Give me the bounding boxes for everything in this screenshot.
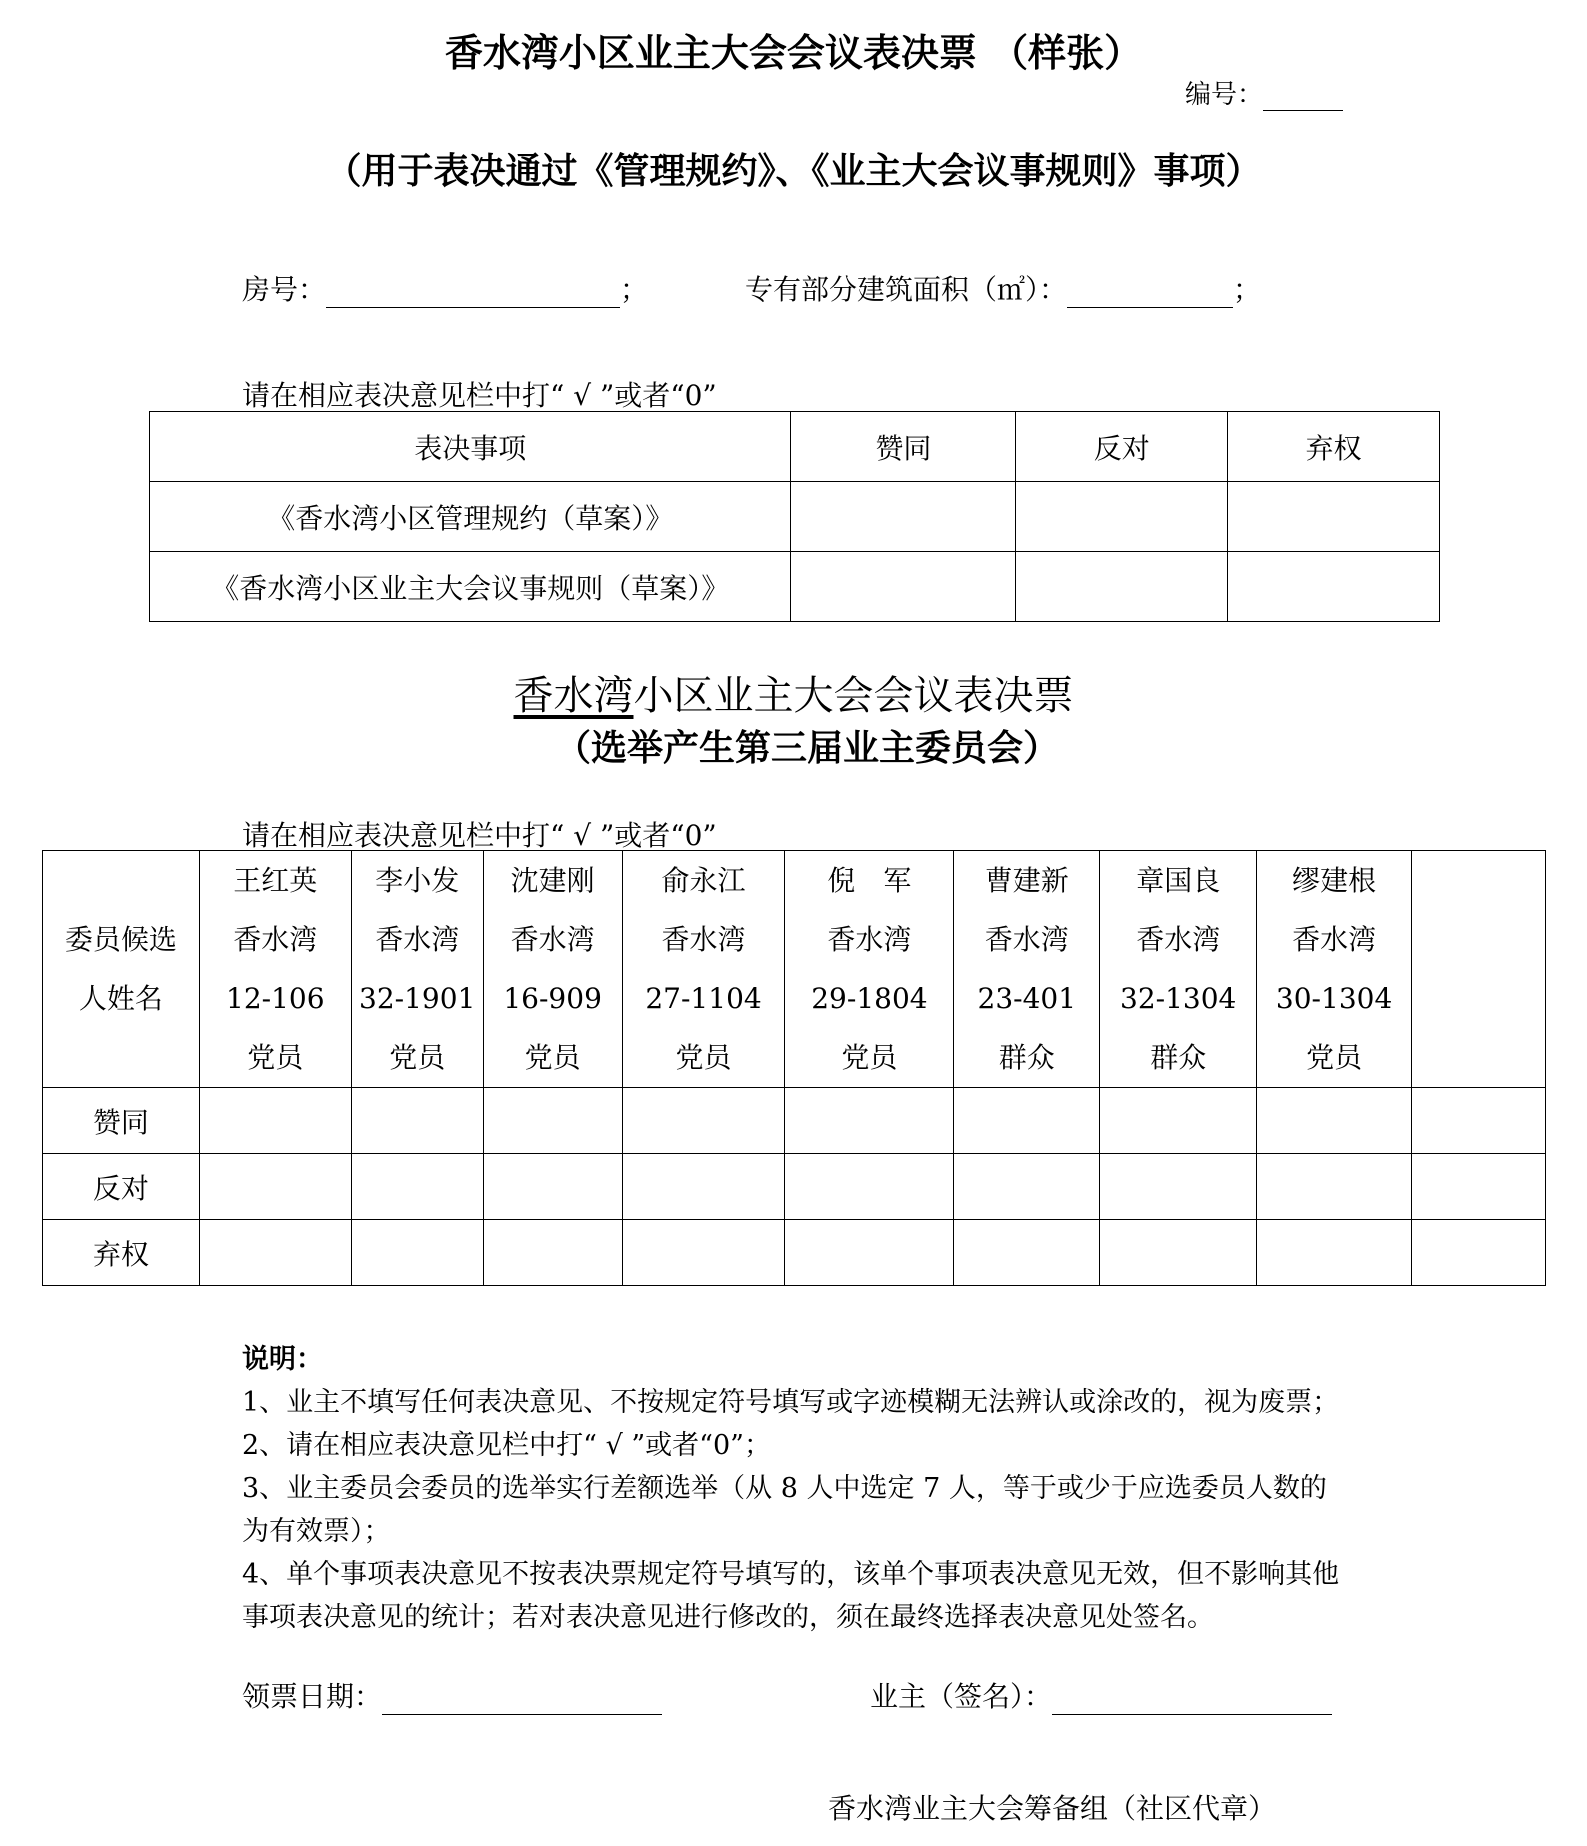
notes-section: [242, 1338, 1352, 1639]
owner-signature-label: 业主（签名）：: [870, 1680, 1053, 1713]
collection-date-blank[interactable]: [382, 1684, 662, 1715]
candidate-community: 香水湾: [375, 923, 460, 956]
row-header-line: 委员候选: [64, 923, 177, 956]
vote-row-abstain: [43, 1220, 1546, 1286]
owner-signature-field: [870, 1675, 1332, 1715]
candidate-cell: [1100, 851, 1257, 1088]
candidate-name: 沈建刚: [510, 864, 595, 897]
vote-cell[interactable]: [1412, 1220, 1546, 1286]
vote-cell[interactable]: [622, 1220, 785, 1286]
candidate-name: 倪 军: [827, 864, 912, 897]
election-title-community: 香水湾: [513, 673, 634, 719]
vote-cell[interactable]: [622, 1088, 785, 1154]
vote-cell-abstain[interactable]: [1228, 482, 1440, 552]
vote-cell[interactable]: [1100, 1088, 1257, 1154]
candidate-status: 党员: [675, 1041, 732, 1074]
serial-number-label: 编号：: [1185, 80, 1264, 110]
vote-row-label: 赞同: [43, 1088, 200, 1154]
collection-date-label: 领票日期：: [242, 1680, 383, 1713]
vote-cell[interactable]: [483, 1088, 622, 1154]
motion-name: 《香水湾小区业主大会议事规则（草案）》: [150, 552, 791, 622]
candidate-status: 党员: [841, 1041, 898, 1074]
instruction-text: 请在相应表决意见栏中打“ √ ”或者“0”: [242, 379, 717, 412]
vote-cell-approve[interactable]: [791, 552, 1016, 622]
vote-cell[interactable]: [483, 1220, 622, 1286]
candidate-cell: [351, 851, 483, 1088]
motion-name: 《香水湾小区管理规约（草案）》: [150, 482, 791, 552]
area-label: 专有部分建筑面积（㎡）：: [745, 273, 1068, 306]
table-row: [150, 482, 1440, 552]
notes-heading: 说明：: [242, 1344, 323, 1375]
table-header-row: [150, 412, 1440, 482]
note-item: 2、请在相应表决意见栏中打“ √ ”或者“0”；: [242, 1430, 771, 1461]
vote-row-label: 反对: [43, 1154, 200, 1220]
vote-cell[interactable]: [785, 1088, 954, 1154]
row-header-line: 人姓名: [78, 982, 163, 1015]
candidate-community: 香水湾: [233, 923, 318, 956]
serial-number-field: [1185, 74, 1343, 111]
election-subtitle: （选举产生第三届业主委员会）: [555, 727, 1060, 769]
room-number-field: [242, 268, 648, 308]
room-number-blank[interactable]: [326, 277, 620, 308]
vote-cell[interactable]: [1257, 1154, 1412, 1220]
candidate-cell: [1257, 851, 1412, 1088]
vote-cell[interactable]: [1100, 1154, 1257, 1220]
vote-row-label: 弃权: [43, 1220, 200, 1286]
election-instruction-text: 请在相应表决意见栏中打“ √ ”或者“0”: [242, 819, 717, 852]
vote-cell[interactable]: [785, 1220, 954, 1286]
candidate-row: [43, 851, 1546, 1088]
candidate-community: 香水湾: [661, 923, 746, 956]
room-number-label: 房号：: [242, 273, 327, 306]
candidate-cell: [199, 851, 351, 1088]
candidate-community: 香水湾: [1136, 923, 1221, 956]
candidate-community: 香水湾: [1292, 923, 1377, 956]
candidate-community: 香水湾: [827, 923, 912, 956]
candidate-status: 党员: [389, 1041, 446, 1074]
header-oppose: 反对: [1016, 412, 1228, 482]
vote-cell[interactable]: [1412, 1154, 1546, 1220]
candidate-status: 群众: [998, 1041, 1055, 1074]
room-number-suffix: ；: [620, 273, 649, 306]
candidate-name: 缪建根: [1292, 864, 1377, 897]
ballot-subtitle: （用于表决通过《管理规约》、《业主大会议事规则》事项）: [325, 150, 1262, 192]
candidate-cell: [954, 851, 1100, 1088]
header-approve: 赞同: [791, 412, 1016, 482]
area-field: [745, 268, 1261, 308]
candidate-name: 章国良: [1136, 864, 1221, 897]
vote-cell-oppose[interactable]: [1016, 552, 1228, 622]
election-title: [0, 664, 1587, 721]
candidate-unit: 32-1901: [359, 982, 476, 1015]
candidate-name: 李小发: [375, 864, 460, 897]
candidate-unit: 30-1304: [1275, 982, 1393, 1015]
vote-cell[interactable]: [199, 1220, 351, 1286]
candidate-cell: [483, 851, 622, 1088]
collection-date-field: [242, 1675, 662, 1715]
candidate-name: 曹建新: [984, 864, 1069, 897]
vote-cell[interactable]: [351, 1154, 483, 1220]
header-motion: 表决事项: [150, 412, 791, 482]
empty-candidate-cell: [1412, 851, 1546, 1088]
candidate-unit: 27-1104: [645, 982, 762, 1015]
header-abstain: 弃权: [1228, 412, 1440, 482]
vote-cell[interactable]: [199, 1154, 351, 1220]
vote-cell[interactable]: [954, 1220, 1100, 1286]
candidate-status: 群众: [1150, 1041, 1207, 1074]
note-item: 4、单个事项表决意见不按表决票规定符号填写的，该单个事项表决意见无效，但不影响其他事项表决意见的统计；若对表决意见进行修改的，须在最终选择表决意见处签名。: [242, 1559, 1340, 1633]
vote-cell-oppose[interactable]: [1016, 482, 1228, 552]
election-title-rest: 小区业主大会会议表决票: [633, 673, 1074, 719]
candidate-name: 俞永江: [661, 864, 746, 897]
stamp-text: 香水湾业主大会筹备组（社区代章）: [828, 1792, 1277, 1825]
vote-cell[interactable]: [199, 1088, 351, 1154]
area-blank[interactable]: [1067, 277, 1233, 308]
candidate-community: 香水湾: [510, 923, 595, 956]
vote-cell[interactable]: [1100, 1220, 1257, 1286]
vote-cell[interactable]: [785, 1154, 954, 1220]
candidate-unit: 12-106: [226, 982, 325, 1015]
candidate-unit: 23-401: [977, 982, 1077, 1015]
ballot-title: 香水湾小区业主大会会议表决票 （样张）: [444, 30, 1143, 75]
vote-row-approve: [43, 1088, 1546, 1154]
vote-cell-approve[interactable]: [791, 482, 1016, 552]
vote-cell[interactable]: [351, 1220, 483, 1286]
note-item: 3、业主委员会委员的选举实行差额选举（从 8 人中选定 7 人，等于或少于应选委员人数的为有效票）；: [242, 1473, 1327, 1547]
vote-cell[interactable]: [954, 1088, 1100, 1154]
election-vote-table: [42, 850, 1546, 1286]
serial-number-blank[interactable]: [1263, 84, 1343, 111]
note-item: 1、业主不填写任何表决意见、不按规定符号填写或字迹模糊无法辨认或涂改的，视为废票；: [242, 1387, 1340, 1418]
candidate-status: 党员: [1306, 1041, 1363, 1074]
candidate-status: 党员: [247, 1041, 304, 1074]
candidate-name: 王红英: [233, 864, 318, 897]
candidate-community: 香水湾: [984, 923, 1069, 956]
vote-cell[interactable]: [1257, 1088, 1412, 1154]
vote-cell-abstain[interactable]: [1228, 552, 1440, 622]
table-row: [150, 552, 1440, 622]
vote-cell[interactable]: [1257, 1220, 1412, 1286]
candidate-unit: 29-1804: [811, 982, 928, 1015]
vote-cell[interactable]: [1412, 1088, 1546, 1154]
owner-signature-blank[interactable]: [1052, 1684, 1332, 1715]
candidate-cell: [622, 851, 785, 1088]
vote-cell[interactable]: [483, 1154, 622, 1220]
candidate-unit: 32-1304: [1120, 982, 1237, 1015]
vote-row-oppose: [43, 1154, 1546, 1220]
candidate-unit: 16-909: [503, 982, 602, 1015]
candidate-status: 党员: [524, 1041, 581, 1074]
row-header-candidates: [43, 851, 200, 1088]
vote-cell[interactable]: [954, 1154, 1100, 1220]
candidate-cell: [785, 851, 954, 1088]
vote-cell[interactable]: [351, 1088, 483, 1154]
vote-cell[interactable]: [622, 1154, 785, 1220]
area-suffix: ；: [1233, 273, 1262, 306]
motions-vote-table: [149, 411, 1440, 622]
